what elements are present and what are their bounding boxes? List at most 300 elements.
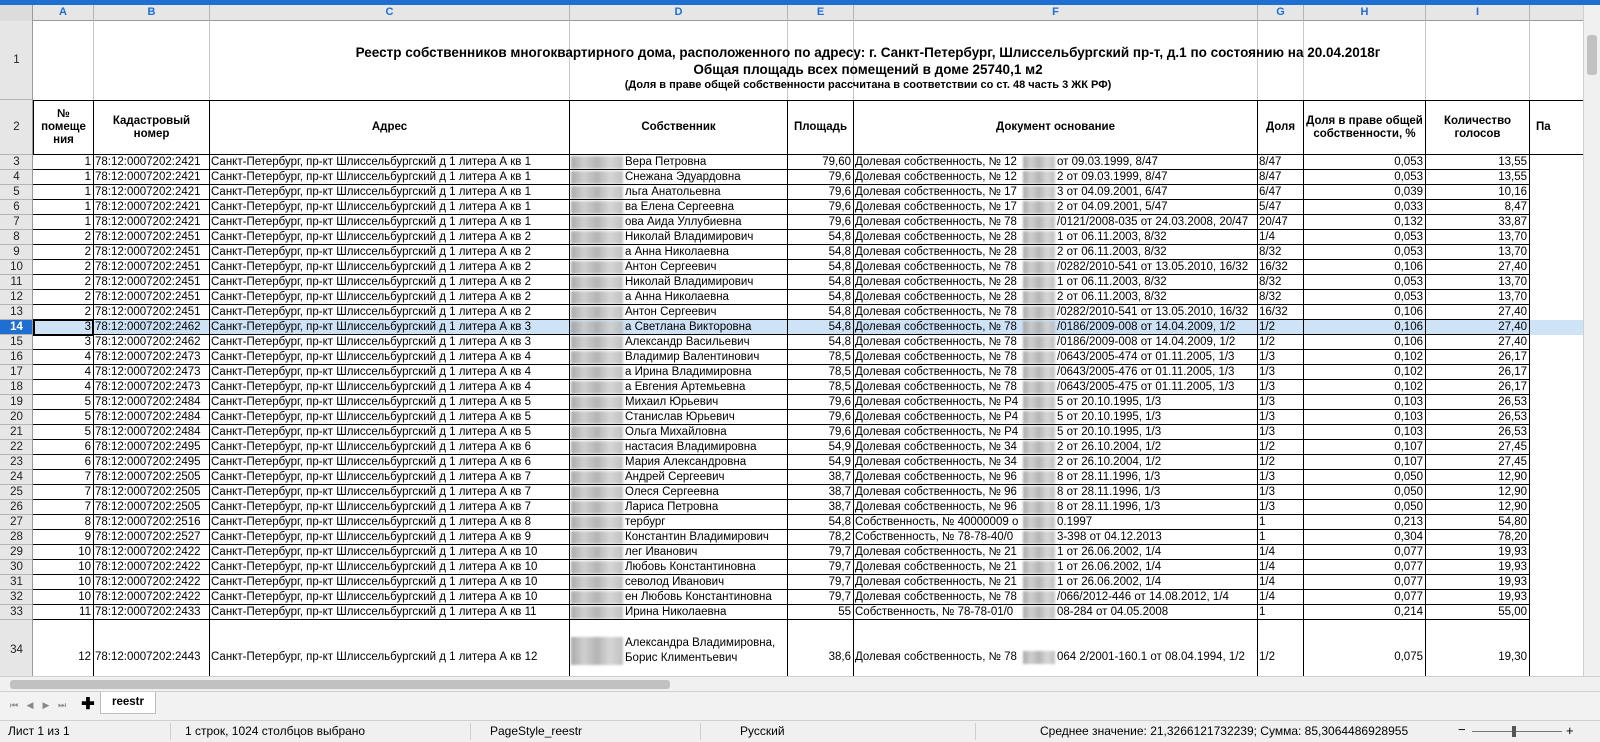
owner-cell[interactable] xyxy=(569,410,788,425)
owner-cell[interactable] xyxy=(569,215,788,230)
row-header[interactable]: 30 xyxy=(0,560,33,575)
share-percent-cell[interactable]: 0,039 xyxy=(1303,185,1426,200)
cadastral-cell[interactable]: 78:12:0007202:2462 xyxy=(93,335,210,350)
row-header[interactable]: 15 xyxy=(0,335,33,350)
row-header[interactable]: 20 xyxy=(0,410,33,425)
document-cell[interactable] xyxy=(853,320,1258,335)
row-header[interactable]: 18 xyxy=(0,380,33,395)
next-sheet-icon[interactable]: ▶ xyxy=(42,700,50,710)
premise-number-cell[interactable]: 7 xyxy=(33,485,94,500)
status-page-style[interactable]: PageStyle_reestr xyxy=(490,724,583,738)
owner-cell[interactable] xyxy=(569,575,788,590)
share-percent-cell[interactable]: 0,103 xyxy=(1303,425,1426,440)
share-cell[interactable]: 20/47 xyxy=(1257,215,1304,230)
table-row[interactable] xyxy=(33,590,1583,605)
area-cell[interactable]: 78,5 xyxy=(787,380,854,395)
owner-cell[interactable] xyxy=(569,395,788,410)
cadastral-cell[interactable]: 78:12:0007202:2421 xyxy=(93,215,210,230)
last-sheet-icon[interactable]: ⏭ xyxy=(57,700,67,710)
premise-number-cell[interactable]: 2 xyxy=(33,260,94,275)
owner-cell[interactable] xyxy=(569,305,788,320)
zoom-in-icon[interactable]: + xyxy=(1566,723,1574,738)
table-row[interactable] xyxy=(33,605,1583,620)
add-sheet-icon[interactable]: ✚ xyxy=(81,696,95,713)
votes-cell[interactable]: 19,30 xyxy=(1425,620,1530,676)
table-row[interactable] xyxy=(33,410,1583,425)
owner-cell[interactable] xyxy=(569,545,788,560)
table-row[interactable] xyxy=(33,350,1583,365)
document-cell[interactable] xyxy=(853,185,1258,200)
share-cell[interactable]: 1/3 xyxy=(1257,500,1304,515)
document-cell[interactable] xyxy=(853,350,1258,365)
votes-cell[interactable]: 55,00 xyxy=(1425,605,1530,620)
share-percent-cell[interactable]: 0,033 xyxy=(1303,200,1426,215)
owner-cell[interactable] xyxy=(569,245,788,260)
owner-cell[interactable] xyxy=(569,260,788,275)
share-percent-cell[interactable]: 0,077 xyxy=(1303,575,1426,590)
share-percent-cell[interactable]: 0,050 xyxy=(1303,470,1426,485)
table-row[interactable] xyxy=(33,515,1583,530)
cadastral-cell[interactable]: 78:12:0007202:2433 xyxy=(93,605,210,620)
votes-cell[interactable]: 33,87 xyxy=(1425,215,1530,230)
cadastral-cell[interactable]: 78:12:0007202:2451 xyxy=(93,305,210,320)
owner-cell[interactable] xyxy=(569,365,788,380)
owner-cell[interactable] xyxy=(569,290,788,305)
premise-number-cell[interactable]: 4 xyxy=(33,350,94,365)
cadastral-cell[interactable]: 78:12:0007202:2516 xyxy=(93,515,210,530)
address-cell[interactable]: Санкт-Петербург, пр-кт Шлиссельбургский д 1 литера А кв 5 xyxy=(209,425,570,440)
share-cell[interactable]: 16/32 xyxy=(1257,260,1304,275)
cadastral-cell[interactable]: 78:12:0007202:2527 xyxy=(93,530,210,545)
share-percent-cell[interactable]: 0,103 xyxy=(1303,410,1426,425)
document-cell[interactable] xyxy=(853,590,1258,605)
area-cell[interactable]: 79,7 xyxy=(787,575,854,590)
cadastral-cell[interactable]: 78:12:0007202:2422 xyxy=(93,560,210,575)
premise-number-cell[interactable]: 10 xyxy=(33,575,94,590)
row-header[interactable]: 23 xyxy=(0,455,33,470)
column-header-f[interactable]: F xyxy=(854,5,1258,21)
cadastral-cell[interactable]: 78:12:0007202:2421 xyxy=(93,200,210,215)
row-header[interactable]: 10 xyxy=(0,260,33,275)
area-cell[interactable]: 79,7 xyxy=(787,545,854,560)
column-header-a[interactable]: A xyxy=(33,5,94,21)
address-cell[interactable]: Санкт-Петербург, пр-кт Шлиссельбургский д 1 литера А кв 1 xyxy=(209,215,570,230)
cadastral-cell[interactable]: 78:12:0007202:2484 xyxy=(93,410,210,425)
status-language[interactable]: Русский xyxy=(740,724,785,738)
cadastral-cell[interactable]: 78:12:0007202:2451 xyxy=(93,290,210,305)
premise-number-cell[interactable]: 2 xyxy=(33,230,94,245)
zoom-out-icon[interactable]: − xyxy=(1458,722,1466,737)
votes-cell[interactable]: 54,80 xyxy=(1425,515,1530,530)
row-header[interactable]: 28 xyxy=(0,530,33,545)
share-cell[interactable]: 1/3 xyxy=(1257,395,1304,410)
owner-cell[interactable] xyxy=(569,515,788,530)
votes-cell[interactable]: 13,70 xyxy=(1425,275,1530,290)
row-header[interactable]: 24 xyxy=(0,470,33,485)
area-cell[interactable]: 79,6 xyxy=(787,410,854,425)
document-cell[interactable] xyxy=(853,500,1258,515)
area-cell[interactable]: 38,7 xyxy=(787,485,854,500)
area-cell[interactable]: 79,6 xyxy=(787,215,854,230)
area-cell[interactable]: 78,5 xyxy=(787,365,854,380)
share-percent-cell[interactable]: 0,050 xyxy=(1303,485,1426,500)
area-cell[interactable]: 79,7 xyxy=(787,590,854,605)
area-cell[interactable]: 54,8 xyxy=(787,245,854,260)
share-percent-cell[interactable]: 0,075 xyxy=(1303,620,1426,676)
premise-number-cell[interactable]: 1 xyxy=(33,200,94,215)
table-row[interactable] xyxy=(33,305,1583,320)
cadastral-cell[interactable]: 78:12:0007202:2451 xyxy=(93,230,210,245)
share-cell[interactable]: 1/2 xyxy=(1257,620,1304,676)
document-cell[interactable] xyxy=(853,275,1258,290)
row-header[interactable]: 4 xyxy=(0,170,33,185)
row-header[interactable]: 3 xyxy=(0,155,33,170)
share-percent-cell[interactable]: 0,077 xyxy=(1303,545,1426,560)
share-percent-cell[interactable]: 0,106 xyxy=(1303,320,1426,335)
area-cell[interactable]: 54,8 xyxy=(787,320,854,335)
row-header[interactable]: 25 xyxy=(0,485,33,500)
document-cell[interactable] xyxy=(853,560,1258,575)
row-header[interactable]: 34 xyxy=(0,620,33,676)
address-cell[interactable]: Санкт-Петербург, пр-кт Шлиссельбургский д 1 литера А кв 6 xyxy=(209,455,570,470)
premise-number-cell[interactable]: 7 xyxy=(33,470,94,485)
cadastral-cell[interactable]: 78:12:0007202:2495 xyxy=(93,440,210,455)
address-cell[interactable]: Санкт-Петербург, пр-кт Шлиссельбургский д 1 литера А кв 9 xyxy=(209,530,570,545)
share-cell[interactable]: 1 xyxy=(1257,515,1304,530)
table-row[interactable] xyxy=(33,470,1583,485)
header-address[interactable]: Адрес xyxy=(209,100,570,155)
table-row[interactable] xyxy=(33,365,1583,380)
address-cell[interactable]: Санкт-Петербург, пр-кт Шлиссельбургский д 1 литера А кв 7 xyxy=(209,500,570,515)
share-percent-cell[interactable]: 0,102 xyxy=(1303,350,1426,365)
votes-cell[interactable]: 27,45 xyxy=(1425,455,1530,470)
votes-cell[interactable]: 19,93 xyxy=(1425,560,1530,575)
document-cell[interactable] xyxy=(853,395,1258,410)
share-percent-cell[interactable]: 0,132 xyxy=(1303,215,1426,230)
status-summary[interactable]: Среднее значение: 21,3266121732239; Сумма: 85,3064486928955 xyxy=(1040,724,1409,738)
header-cadastral-number[interactable]: Кадастровый номер xyxy=(93,100,210,155)
share-cell[interactable]: 1/2 xyxy=(1257,455,1304,470)
row-header[interactable]: 1 xyxy=(0,21,33,100)
address-cell[interactable]: Санкт-Петербург, пр-кт Шлиссельбургский д 1 литера А кв 4 xyxy=(209,350,570,365)
owner-cell[interactable] xyxy=(569,320,788,335)
area-cell[interactable]: 79,6 xyxy=(787,425,854,440)
document-cell[interactable] xyxy=(853,515,1258,530)
table-row[interactable] xyxy=(33,185,1583,200)
row-header[interactable]: 32 xyxy=(0,590,33,605)
column-header-i[interactable]: I xyxy=(1426,5,1530,21)
owner-cell[interactable] xyxy=(569,170,788,185)
address-cell[interactable]: Санкт-Петербург, пр-кт Шлиссельбургский д 1 литера А кв 5 xyxy=(209,395,570,410)
table-row[interactable] xyxy=(33,425,1583,440)
select-all-corner[interactable] xyxy=(0,5,33,21)
votes-cell[interactable]: 13,70 xyxy=(1425,245,1530,260)
table-row[interactable] xyxy=(33,620,1583,676)
area-cell[interactable]: 54,9 xyxy=(787,455,854,470)
votes-cell[interactable]: 12,90 xyxy=(1425,485,1530,500)
premise-number-cell[interactable]: 2 xyxy=(33,305,94,320)
column-header-d[interactable]: D xyxy=(570,5,788,21)
column-header-h[interactable]: H xyxy=(1304,5,1426,21)
share-cell[interactable]: 1/3 xyxy=(1257,470,1304,485)
document-cell[interactable] xyxy=(853,620,1258,676)
cadastral-cell[interactable]: 78:12:0007202:2505 xyxy=(93,500,210,515)
owner-cell[interactable] xyxy=(569,350,788,365)
share-cell[interactable]: 1/3 xyxy=(1257,380,1304,395)
premise-number-cell[interactable]: 11 xyxy=(33,605,94,620)
share-percent-cell[interactable]: 0,077 xyxy=(1303,560,1426,575)
cadastral-cell[interactable]: 78:12:0007202:2484 xyxy=(93,395,210,410)
area-cell[interactable]: 38,7 xyxy=(787,470,854,485)
document-cell[interactable] xyxy=(853,170,1258,185)
premise-number-cell[interactable]: 1 xyxy=(33,170,94,185)
cadastral-cell[interactable]: 78:12:0007202:2422 xyxy=(93,575,210,590)
address-cell[interactable]: Санкт-Петербург, пр-кт Шлиссельбургский д 1 литера А кв 4 xyxy=(209,380,570,395)
area-cell[interactable]: 54,8 xyxy=(787,260,854,275)
row-header[interactable]: 17 xyxy=(0,365,33,380)
header-next-column[interactable]: Па xyxy=(1529,100,1583,155)
share-cell[interactable]: 5/47 xyxy=(1257,200,1304,215)
share-cell[interactable]: 1/4 xyxy=(1257,560,1304,575)
header-owner[interactable]: Собственник xyxy=(569,100,788,155)
premise-number-cell[interactable]: 5 xyxy=(33,395,94,410)
address-cell[interactable]: Санкт-Петербург, пр-кт Шлиссельбургский д 1 литера А кв 3 xyxy=(209,320,570,335)
cadastral-cell[interactable]: 78:12:0007202:2473 xyxy=(93,365,210,380)
address-cell[interactable]: Санкт-Петербург, пр-кт Шлиссельбургский д 1 литера А кв 5 xyxy=(209,410,570,425)
document-cell[interactable] xyxy=(853,545,1258,560)
votes-cell[interactable]: 12,90 xyxy=(1425,500,1530,515)
share-percent-cell[interactable]: 0,107 xyxy=(1303,455,1426,470)
cadastral-cell[interactable]: 78:12:0007202:2484 xyxy=(93,425,210,440)
premise-number-cell[interactable]: 2 xyxy=(33,245,94,260)
votes-cell[interactable]: 13,55 xyxy=(1425,170,1530,185)
votes-cell[interactable]: 27,40 xyxy=(1425,260,1530,275)
row-header[interactable]: 19 xyxy=(0,395,33,410)
cadastral-cell[interactable]: 78:12:0007202:2473 xyxy=(93,380,210,395)
document-cell[interactable] xyxy=(853,530,1258,545)
document-cell[interactable] xyxy=(853,410,1258,425)
share-cell[interactable]: 1/2 xyxy=(1257,320,1304,335)
share-cell[interactable]: 1 xyxy=(1257,605,1304,620)
owner-cell[interactable] xyxy=(569,590,788,605)
share-percent-cell[interactable]: 0,053 xyxy=(1303,275,1426,290)
address-cell[interactable]: Санкт-Петербург, пр-кт Шлиссельбургский д 1 литера А кв 11 xyxy=(209,605,570,620)
address-cell[interactable]: Санкт-Петербург, пр-кт Шлиссельбургский д 1 литера А кв 2 xyxy=(209,275,570,290)
share-percent-cell[interactable]: 0,053 xyxy=(1303,155,1426,170)
row-header[interactable]: 33 xyxy=(0,605,33,620)
spreadsheet-grid[interactable] xyxy=(33,21,1583,676)
votes-cell[interactable]: 12,90 xyxy=(1425,470,1530,485)
table-row[interactable] xyxy=(33,230,1583,245)
table-row[interactable] xyxy=(33,485,1583,500)
share-percent-cell[interactable]: 0,106 xyxy=(1303,335,1426,350)
address-cell[interactable]: Санкт-Петербург, пр-кт Шлиссельбургский д 1 литера А кв 10 xyxy=(209,590,570,605)
table-row[interactable] xyxy=(33,500,1583,515)
document-cell[interactable] xyxy=(853,200,1258,215)
owner-cell[interactable] xyxy=(569,440,788,455)
owner-cell[interactable] xyxy=(569,560,788,575)
horizontal-scrollbar[interactable] xyxy=(0,676,1600,691)
votes-cell[interactable]: 19,93 xyxy=(1425,575,1530,590)
row-header[interactable]: 21 xyxy=(0,425,33,440)
premise-number-cell[interactable]: 3 xyxy=(33,335,94,350)
table-row[interactable] xyxy=(33,440,1583,455)
document-cell[interactable] xyxy=(853,245,1258,260)
area-cell[interactable]: 54,8 xyxy=(787,515,854,530)
premise-number-cell[interactable]: 6 xyxy=(33,455,94,470)
cadastral-cell[interactable]: 78:12:0007202:2451 xyxy=(93,275,210,290)
area-cell[interactable]: 54,8 xyxy=(787,305,854,320)
share-cell[interactable]: 8/47 xyxy=(1257,170,1304,185)
header-votes[interactable]: Количество голосов xyxy=(1425,100,1530,155)
table-row[interactable] xyxy=(33,335,1583,350)
premise-number-cell[interactable]: 5 xyxy=(33,410,94,425)
cadastral-cell[interactable]: 78:12:0007202:2421 xyxy=(93,155,210,170)
table-row[interactable] xyxy=(33,275,1583,290)
document-cell[interactable] xyxy=(853,260,1258,275)
column-header-c[interactable]: C xyxy=(210,5,570,21)
row-header[interactable]: 12 xyxy=(0,290,33,305)
row-header[interactable]: 9 xyxy=(0,245,33,260)
votes-cell[interactable]: 27,40 xyxy=(1425,305,1530,320)
table-row[interactable] xyxy=(33,560,1583,575)
table-row[interactable] xyxy=(33,455,1583,470)
first-sheet-icon[interactable]: ⏮ xyxy=(9,700,19,710)
share-percent-cell[interactable]: 0,053 xyxy=(1303,170,1426,185)
cadastral-cell[interactable]: 78:12:0007202:2422 xyxy=(93,590,210,605)
owner-cell[interactable] xyxy=(569,605,788,620)
cadastral-cell[interactable]: 78:12:0007202:2421 xyxy=(93,185,210,200)
table-row[interactable] xyxy=(33,320,1583,335)
share-cell[interactable]: 1/4 xyxy=(1257,575,1304,590)
header-premise-number[interactable]: № помеще ния xyxy=(33,100,94,155)
table-row[interactable] xyxy=(33,530,1583,545)
document-cell[interactable] xyxy=(853,335,1258,350)
row-header[interactable]: 5 xyxy=(0,185,33,200)
address-cell[interactable]: Санкт-Петербург, пр-кт Шлиссельбургский д 1 литера А кв 6 xyxy=(209,440,570,455)
premise-number-cell[interactable]: 7 xyxy=(33,500,94,515)
table-row[interactable] xyxy=(33,575,1583,590)
owner-cell[interactable] xyxy=(569,500,788,515)
document-cell[interactable] xyxy=(853,230,1258,245)
table-row[interactable] xyxy=(33,395,1583,410)
document-cell[interactable] xyxy=(853,290,1258,305)
address-cell[interactable]: Санкт-Петербург, пр-кт Шлиссельбургский д 1 литера А кв 12 xyxy=(209,620,570,676)
area-cell[interactable]: 78,5 xyxy=(787,350,854,365)
row-header[interactable]: 27 xyxy=(0,515,33,530)
cadastral-cell[interactable]: 78:12:0007202:2443 xyxy=(93,620,210,676)
address-cell[interactable]: Санкт-Петербург, пр-кт Шлиссельбургский д 1 литера А кв 2 xyxy=(209,260,570,275)
row-header[interactable]: 2 xyxy=(0,100,33,155)
document-cell[interactable] xyxy=(853,575,1258,590)
share-percent-cell[interactable]: 0,103 xyxy=(1303,395,1426,410)
area-cell[interactable]: 54,9 xyxy=(787,440,854,455)
address-cell[interactable]: Санкт-Петербург, пр-кт Шлиссельбургский д 1 литера А кв 10 xyxy=(209,560,570,575)
table-row[interactable] xyxy=(33,290,1583,305)
zoom-slider[interactable] xyxy=(1472,731,1562,732)
document-cell[interactable] xyxy=(853,155,1258,170)
cadastral-cell[interactable]: 78:12:0007202:2421 xyxy=(93,170,210,185)
row-header[interactable]: 26 xyxy=(0,500,33,515)
cadastral-cell[interactable]: 78:12:0007202:2495 xyxy=(93,455,210,470)
premise-number-cell[interactable]: 4 xyxy=(33,380,94,395)
owner-cell[interactable] xyxy=(569,185,788,200)
row-header[interactable]: 6 xyxy=(0,200,33,215)
area-cell[interactable]: 79,6 xyxy=(787,200,854,215)
row-header[interactable]: 8 xyxy=(0,230,33,245)
share-cell[interactable]: 1 xyxy=(1257,530,1304,545)
sheet-tab-reestr[interactable]: reestr xyxy=(100,692,156,714)
share-cell[interactable]: 1/4 xyxy=(1257,545,1304,560)
share-cell[interactable]: 1/3 xyxy=(1257,410,1304,425)
share-percent-cell[interactable]: 0,106 xyxy=(1303,305,1426,320)
share-cell[interactable]: 8/32 xyxy=(1257,290,1304,305)
address-cell[interactable]: Санкт-Петербург, пр-кт Шлиссельбургский д 1 литера А кв 10 xyxy=(209,575,570,590)
share-percent-cell[interactable]: 0,077 xyxy=(1303,590,1426,605)
document-cell[interactable] xyxy=(853,215,1258,230)
vertical-scrollbar[interactable] xyxy=(1583,5,1600,676)
premise-number-cell[interactable]: 8 xyxy=(33,515,94,530)
premise-number-cell[interactable]: 5 xyxy=(33,425,94,440)
cadastral-cell[interactable]: 78:12:0007202:2422 xyxy=(93,545,210,560)
document-cell[interactable] xyxy=(853,440,1258,455)
document-cell[interactable] xyxy=(853,425,1258,440)
table-row[interactable] xyxy=(33,200,1583,215)
premise-number-cell[interactable]: 12 xyxy=(33,620,94,676)
share-cell[interactable]: 1/3 xyxy=(1257,425,1304,440)
row-header[interactable]: 22 xyxy=(0,440,33,455)
area-cell[interactable]: 54,8 xyxy=(787,230,854,245)
share-cell[interactable]: 16/32 xyxy=(1257,305,1304,320)
votes-cell[interactable]: 78,20 xyxy=(1425,530,1530,545)
share-percent-cell[interactable]: 0,214 xyxy=(1303,605,1426,620)
area-cell[interactable]: 38,7 xyxy=(787,500,854,515)
area-cell[interactable]: 79,6 xyxy=(787,185,854,200)
votes-cell[interactable]: 13,70 xyxy=(1425,290,1530,305)
address-cell[interactable]: Санкт-Петербург, пр-кт Шлиссельбургский д 1 литера А кв 10 xyxy=(209,545,570,560)
document-cell[interactable] xyxy=(853,605,1258,620)
area-cell[interactable]: 79,7 xyxy=(787,560,854,575)
document-cell[interactable] xyxy=(853,455,1258,470)
row-header[interactable]: 16 xyxy=(0,350,33,365)
share-percent-cell[interactable]: 0,107 xyxy=(1303,440,1426,455)
cadastral-cell[interactable]: 78:12:0007202:2505 xyxy=(93,485,210,500)
owner-cell[interactable] xyxy=(569,380,788,395)
table-row[interactable] xyxy=(33,170,1583,185)
vertical-scroll-thumb[interactable] xyxy=(1587,35,1597,75)
cadastral-cell[interactable]: 78:12:0007202:2473 xyxy=(93,350,210,365)
votes-cell[interactable]: 26,17 xyxy=(1425,350,1530,365)
owner-cell[interactable] xyxy=(569,485,788,500)
cadastral-cell[interactable]: 78:12:0007202:2462 xyxy=(93,320,210,335)
votes-cell[interactable]: 26,17 xyxy=(1425,365,1530,380)
share-cell[interactable]: 1/2 xyxy=(1257,335,1304,350)
header-share-percent[interactable]: Доля в праве общей собственности, % xyxy=(1303,100,1426,155)
cadastral-cell[interactable]: 78:12:0007202:2451 xyxy=(93,260,210,275)
share-cell[interactable]: 6/47 xyxy=(1257,185,1304,200)
premise-number-cell[interactable]: 2 xyxy=(33,290,94,305)
share-percent-cell[interactable]: 0,102 xyxy=(1303,365,1426,380)
header-area[interactable]: Площадь xyxy=(787,100,854,155)
table-row[interactable] xyxy=(33,215,1583,230)
document-cell[interactable] xyxy=(853,305,1258,320)
premise-number-cell[interactable]: 6 xyxy=(33,440,94,455)
share-cell[interactable]: 1/2 xyxy=(1257,440,1304,455)
address-cell[interactable]: Санкт-Петербург, пр-кт Шлиссельбургский д 1 литера А кв 2 xyxy=(209,245,570,260)
share-cell[interactable]: 8/32 xyxy=(1257,275,1304,290)
owner-cell[interactable] xyxy=(569,470,788,485)
owner-cell[interactable] xyxy=(569,620,788,676)
